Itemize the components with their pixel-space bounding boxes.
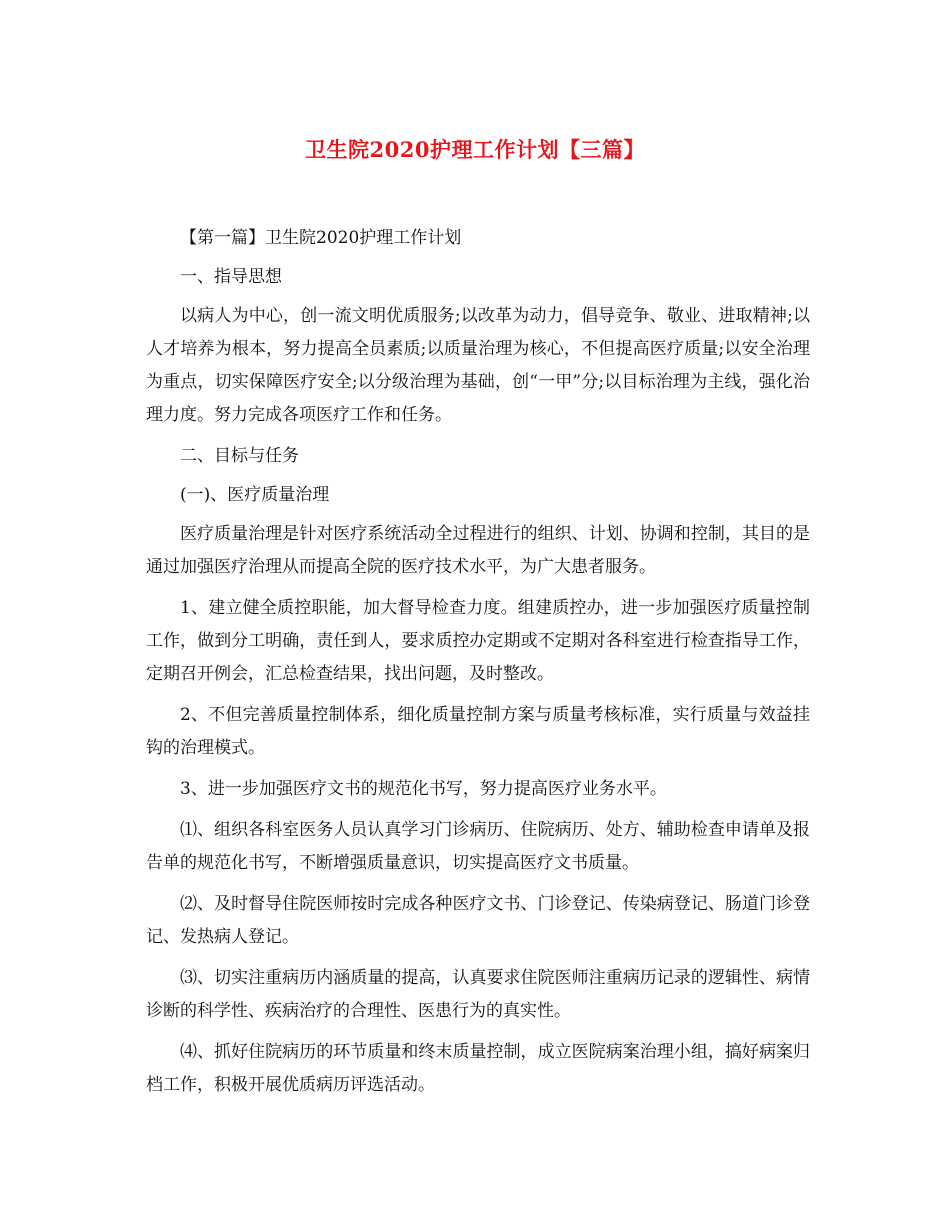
paragraph-item-2: 2、不但完善质量控制体系，细化质量控制方案与质量考核标准，实行质量与效益挂钩的治理模式。 [146,705,810,758]
heading-quality-management: (一)、医疗质量治理 [180,485,330,505]
section-heading-first-part: 【第一篇】卫生院2020护理工作计划 [180,228,462,248]
paragraph-subitem-2: ⑵、及时督导住院医师按时完成各种医疗文书、门诊登记、传染病登记、肠道门诊登记、发热病人登记。 [146,894,810,947]
document-title: 卫生院2020护理工作计划【三篇】 [305,137,645,162]
heading-guiding-ideology: 一、指导思想 [180,267,282,287]
paragraph-subitem-4: ⑷、抓好住院病历的环节质量和终末质量控制，成立医院病案治理小组，搞好病案归档工作，积极开展优质病历评选活动。 [146,1042,810,1095]
paragraph-subitem-3: ⑶、切实注重病历内涵质量的提高，认真要求住院医师注重病历记录的逻辑性、病情诊断的科学性、疾病治疗的合理性、医患行为的真实性。 [146,968,810,1021]
paragraph-item-1: 1、建立健全质控职能，加大督导检查力度。组建质控办，进一步加强医疗质量控制工作，做到分工明确，责任到人，要求质控办定期或不定期对各科室进行检查指导工作，定期召开例会，汇总检查结果，找出问题，及时整改。 [146,598,810,684]
paragraph-guiding-ideology: 以病人为中心，创一流文明优质服务;以改革为动力，倡导竞争、敬业、进取精神;以人才培养为根本，努力提高全员素质;以质量治理为核心，不但提高医疗质量;以安全治理为重点，切实保障医疗安全;以分级治理为基础，创“一甲”分;以目标治理为主线，强化治理力度。努力完成各项医疗工作和任务。 [146,306,810,425]
heading-goals-tasks: 二、目标与任务 [180,446,299,466]
paragraph-item-3: 3、进一步加强医疗文书的规范化书写，努力提高医疗业务水平。 [180,779,667,799]
paragraph-subitem-1: ⑴、组织各科室医务人员认真学习门诊病历、住院病历、处方、辅助检查申请单及报告单的规范化书写，不断增强质量意识，切实提高医疗文书质量。 [146,820,810,873]
document-body [146,222,810,1110]
paragraph-quality-management: 医疗质量治理是针对医疗系统活动全过程进行的组织、计划、协调和控制，其目的是通过加强医疗治理从而提高全院的医疗技术水平，为广大患者服务。 [146,524,810,577]
